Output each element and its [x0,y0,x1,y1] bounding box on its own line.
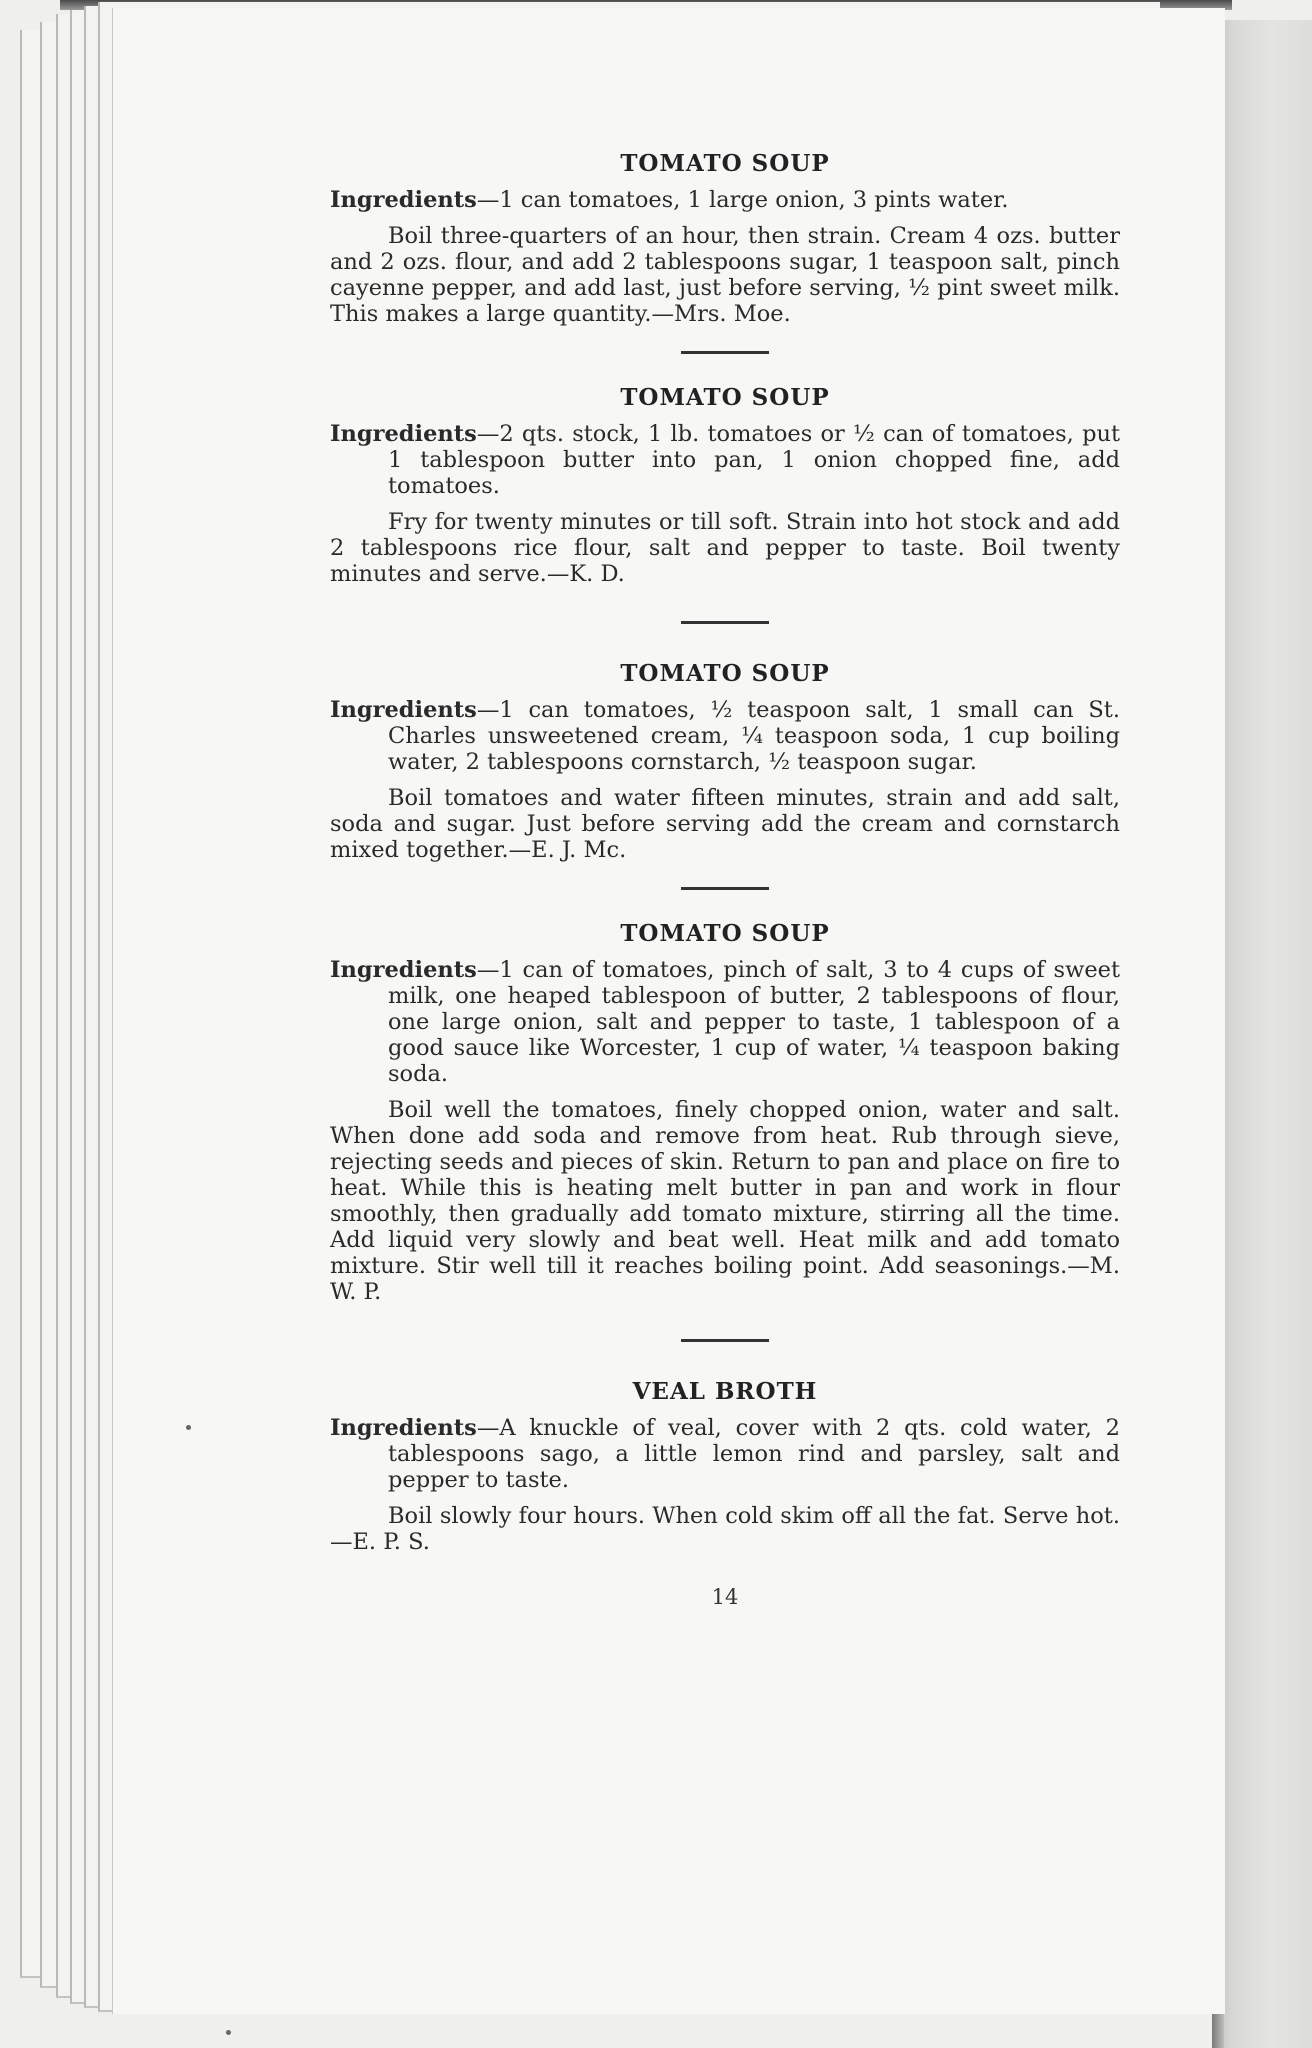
section-divider [681,887,769,890]
ingredients-text: —1 can tomatoes, 1 large onion, 3 pints water. [476,187,1009,213]
ingredients-paragraph [330,187,1120,213]
recipe-title: VEAL BROTH [632,1378,818,1405]
method-paragraph: Fry for twenty minutes or till soft. Strain into hot stock and add 2 tablespoons rice flour, salt and pepper to taste. Boil twenty minutes and serve.—K. D. [330,509,1120,587]
recipe [330,660,1120,863]
recipe-title: TOMATO SOUP [620,150,830,177]
method-paragraph: Boil slowly four hours. When cold skim off all the fat. Serve hot.—E. P. S. [330,1503,1120,1555]
recipe-title: TOMATO SOUP [620,920,830,947]
ingredients-text: —1 can of tomatoes, pinch of salt, 3 to 4 cups of sweet milk, one heaped tablespoon of butter, 2 tablespoons of flour, one large onion, salt and pepper to taste, 1 tablespoon of a good sauce like Worcester, 1 cup of water, ¼ teaspoon baking soda. [388,957,1120,1087]
ingredients-paragraph [330,957,1120,1087]
ingredients-paragraph [330,1415,1120,1493]
speck [186,1425,191,1430]
recipe-list [330,150,1120,1609]
recipe [330,384,1120,587]
ingredients-text: —2 qts. stock, 1 lb. tomatoes or ½ can of tomatoes, put 1 tablespoon butter into pan, 1 onion chopped fine, add tomatoes. [388,421,1120,499]
recipe [330,150,1120,327]
ingredients-text: —1 can tomatoes, ½ teaspoon salt, 1 small can St. Charles unsweetened cream, ¼ teaspoon soda, 1 cup boiling water, 2 tablespoons cornstarch, ½ teaspoon sugar. [388,697,1120,775]
ingredients-label: Ingredients [330,1415,477,1441]
speck [226,2030,231,2035]
section-divider [681,621,769,624]
ingredients-text: —A knuckle of veal, cover with 2 qts. cold water, 2 tablespoons sago, a little lemon rind and parsley, salt and pepper to taste. [388,1415,1120,1493]
recipe-title: TOMATO SOUP [620,384,830,411]
page-number: 14 [711,1585,739,1609]
recipe-title: TOMATO SOUP [620,660,830,687]
recipe [330,920,1120,1305]
ingredients-label: Ingredients [330,421,477,447]
book-binding-edge [1212,20,1312,2048]
ingredients-label: Ingredients [330,187,477,213]
recipe [330,1378,1120,1555]
method-paragraph: Boil well the tomatoes, finely chopped onion, water and salt. When done add soda and remove from heat. Rub through sieve, rejecting seeds and pieces of skin. Return to pan and place on fire to heat. While this is heating melt butter in pan and work in flour smoothly, then gradually add tomato mixture, stirring all the time. Add liquid very slowly and beat well. Heat milk and add tomato mixture. Stir well till it reaches boiling point. Add seasonings.—M. W. P. [330,1097,1120,1305]
method-paragraph: Boil three-quarters of an hour, then strain. Cream 4 ozs. butter and 2 ozs. flour, and add 2 tablespoons sugar, 1 teaspoon salt, pinch cayenne pepper, and add last, just before serving, ½ pint sweet milk. This makes a large quantity.—Mrs. Moe. [330,223,1120,327]
section-divider [681,351,769,354]
ingredients-label: Ingredients [330,697,477,723]
ingredients-paragraph [330,697,1120,775]
ingredients-label: Ingredients [330,957,477,983]
method-paragraph: Boil tomatoes and water fifteen minutes, strain and add salt, soda and sugar. Just before serving add the cream and cornstarch mixed together.—E. J. Mc. [330,785,1120,863]
section-divider [681,1339,769,1342]
ingredients-paragraph [330,421,1120,499]
